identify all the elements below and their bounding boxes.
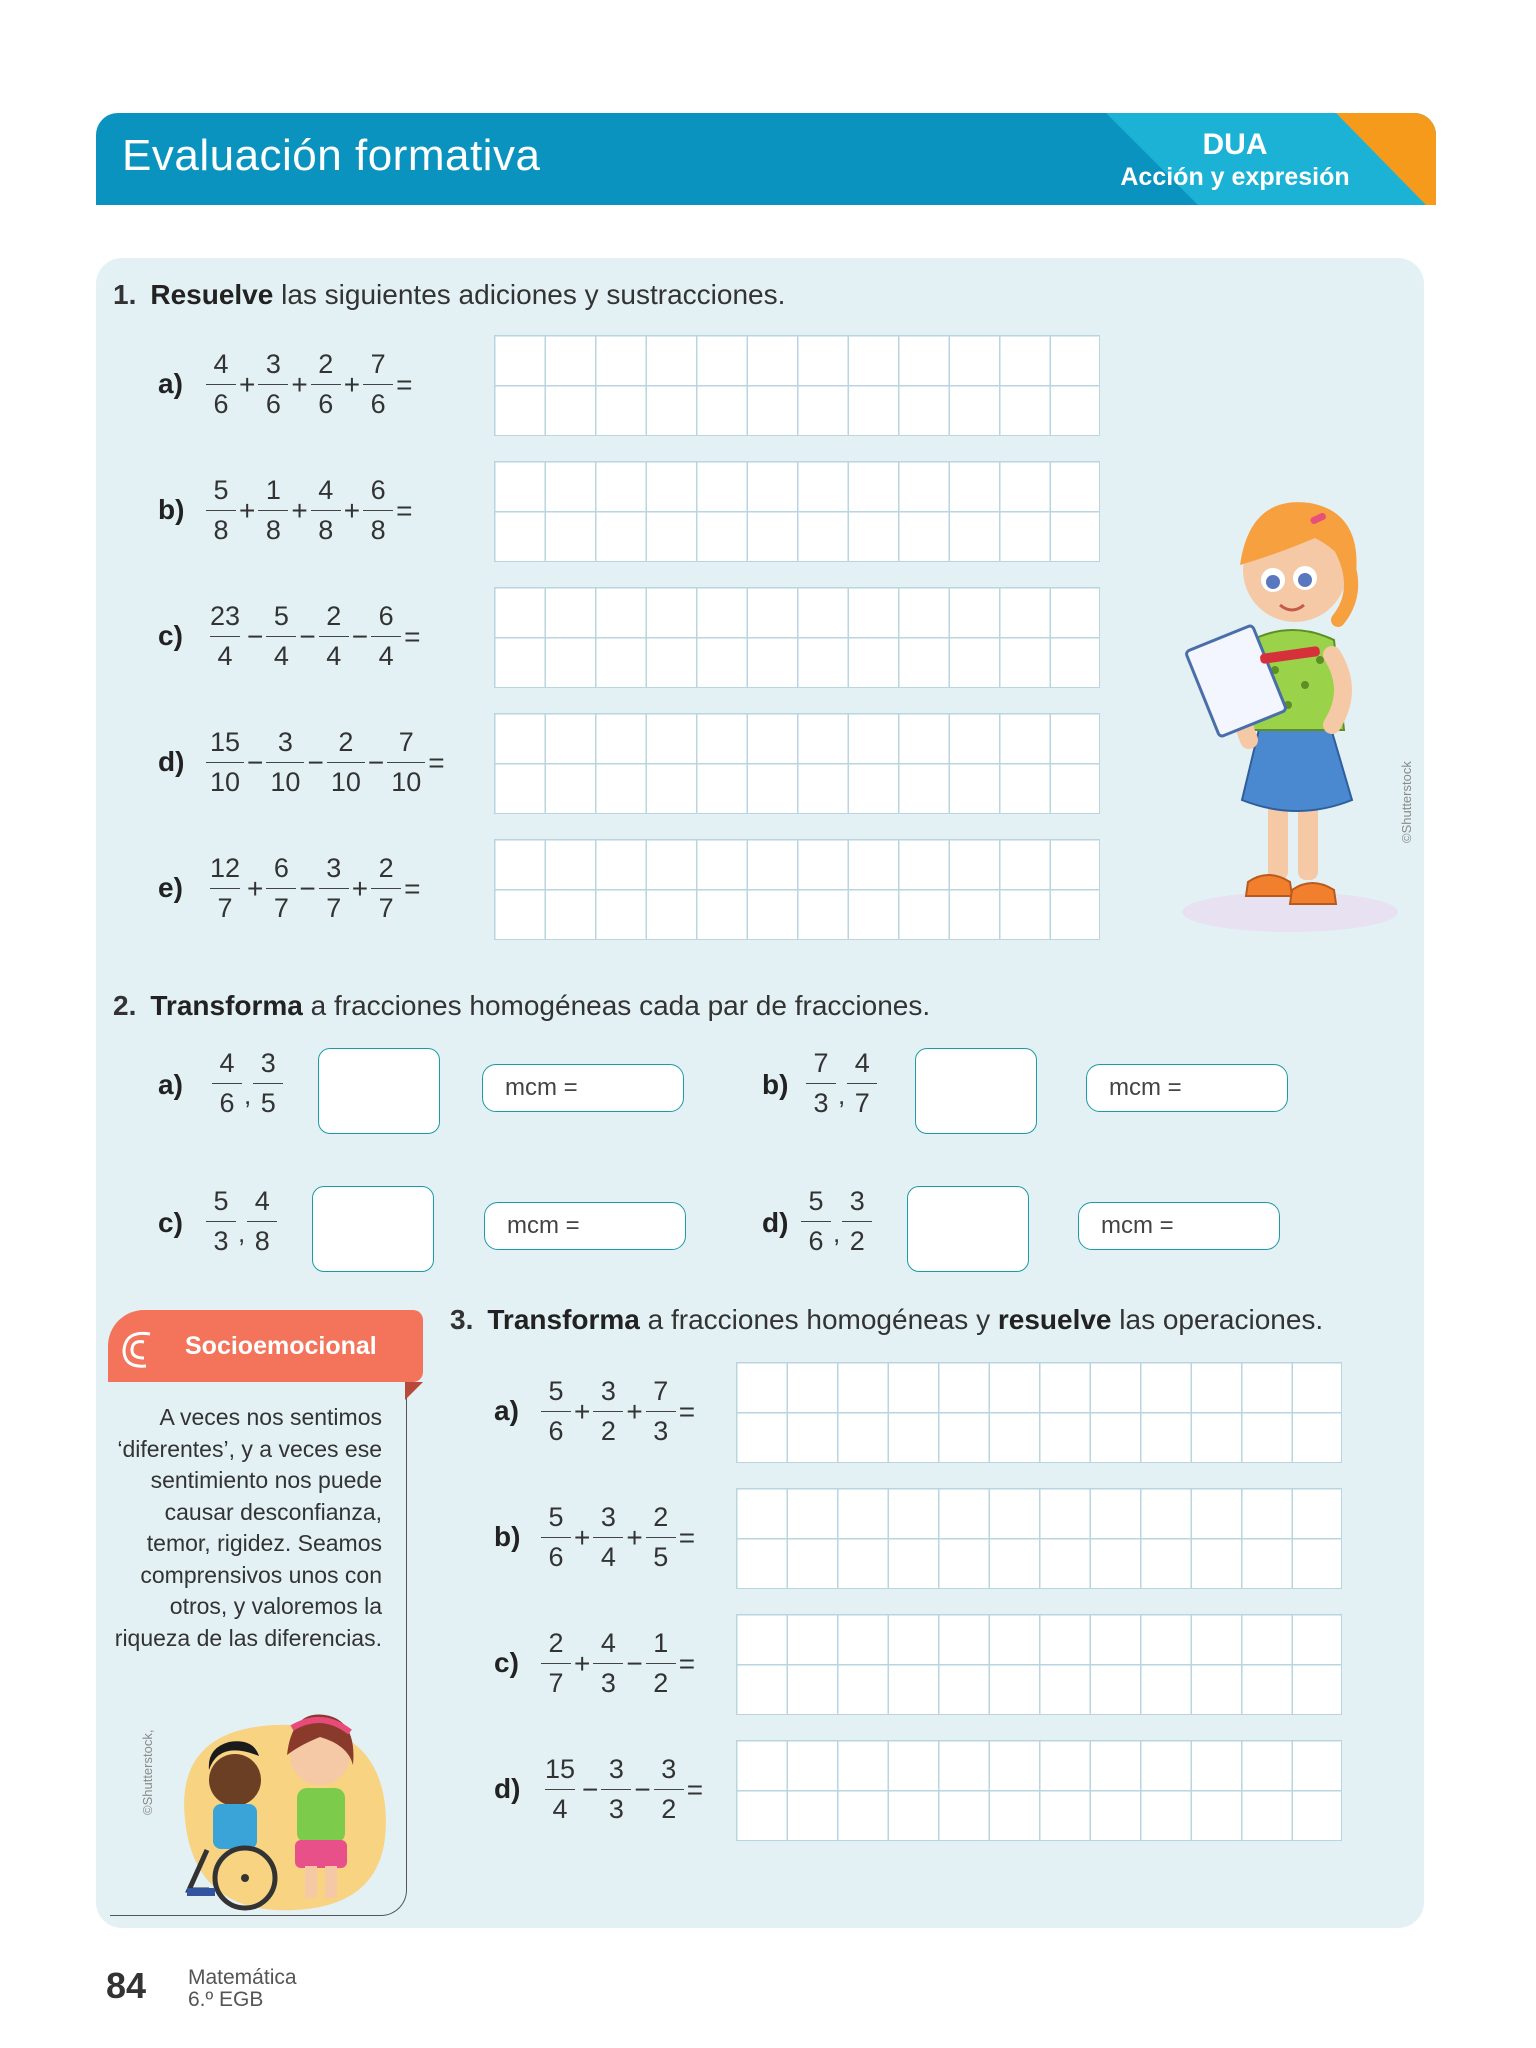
grade-name: 6.º EGB [188, 1988, 264, 2011]
mcm-field[interactable] [482, 1064, 684, 1112]
q1-item-label: d) [158, 746, 185, 777]
mcm-field[interactable] [1078, 1202, 1280, 1250]
fraction [541, 1378, 571, 1445]
answer-grid[interactable] [736, 1362, 1342, 1463]
operator: − [367, 746, 385, 778]
fraction [206, 1188, 236, 1255]
denominator: 7 [541, 1663, 571, 1697]
q2-bold: Transforma [150, 990, 303, 1021]
numerator: 7 [370, 349, 386, 379]
denominator: 6 [541, 1411, 571, 1445]
fraction [541, 1504, 571, 1571]
numerator: 2 [338, 727, 354, 757]
fraction [371, 603, 401, 670]
numerator: 4 [219, 1048, 235, 1078]
q2-pair [212, 1050, 283, 1117]
fraction [646, 1630, 676, 1697]
numerator: 2 [653, 1502, 669, 1532]
fraction [206, 729, 244, 796]
equals-sign: = [678, 1521, 696, 1553]
fraction [654, 1756, 684, 1823]
fraction [842, 1188, 872, 1255]
answer-box[interactable] [915, 1048, 1037, 1134]
denominator: 5 [646, 1537, 676, 1571]
mcm-label: mcm = [505, 1074, 578, 1101]
fraction [601, 1756, 631, 1823]
q3-item-label: a) [494, 1395, 519, 1426]
q3-bold-2: resuelve [997, 1304, 1112, 1335]
fraction [541, 1630, 571, 1697]
operator: + [239, 494, 256, 526]
answer-grid[interactable] [494, 587, 1100, 688]
denominator: 7 [371, 888, 401, 922]
fraction [387, 729, 425, 796]
denominator: 2 [593, 1411, 623, 1445]
denominator: 6 [258, 384, 288, 418]
fraction [593, 1630, 623, 1697]
page-title: Evaluación formativa [122, 131, 541, 180]
credit-left: ©Shutterstock, [140, 1729, 155, 1815]
answer-grid[interactable] [736, 1740, 1342, 1841]
operator: + [291, 368, 308, 400]
socio-label: Socioemocional [185, 1332, 377, 1360]
socio-swirl-icon [116, 1326, 160, 1370]
q3-bold-1: Transforma [487, 1304, 640, 1335]
fraction [371, 855, 401, 922]
fraction [311, 477, 341, 544]
comma: , [244, 1080, 252, 1110]
equals-sign: = [404, 872, 421, 904]
q1-text: las siguientes adiciones y sustracciones. [281, 279, 786, 310]
denominator: 8 [363, 510, 393, 544]
fraction [206, 603, 244, 670]
operator: + [291, 494, 308, 526]
operator: − [247, 620, 264, 652]
q1-bold: Resuelve [150, 279, 274, 310]
kids-illustration-icon [165, 1700, 400, 1915]
denominator: 3 [601, 1789, 631, 1823]
numerator: 5 [808, 1186, 824, 1216]
operator: − [247, 746, 264, 778]
denominator: 4 [545, 1789, 575, 1823]
denominator: 10 [266, 762, 304, 796]
numerator: 5 [548, 1502, 564, 1532]
fraction [212, 1050, 242, 1117]
denominator: 4 [319, 636, 349, 670]
fraction [327, 729, 365, 796]
q1-title [113, 279, 785, 311]
q2-item-label: b) [762, 1069, 789, 1100]
answer-box[interactable] [907, 1186, 1029, 1272]
q2-item-label: d) [762, 1207, 789, 1238]
numerator: 4 [600, 1628, 616, 1658]
numerator: 6 [273, 853, 289, 883]
fraction [266, 603, 296, 670]
q3-expression [541, 1756, 706, 1823]
equals-sign: = [396, 368, 413, 400]
fraction [646, 1378, 676, 1445]
denominator: 8 [311, 510, 341, 544]
q1-item-label: a) [158, 368, 183, 399]
denominator: 8 [206, 510, 236, 544]
denominator: 3 [806, 1083, 836, 1117]
fraction [266, 855, 296, 922]
denominator: 6 [212, 1083, 242, 1117]
mcm-field[interactable] [484, 1202, 686, 1250]
dua-badge-title: DUA [1202, 128, 1268, 161]
denominator: 2 [842, 1221, 872, 1255]
denominator: 4 [210, 636, 240, 670]
equals-sign: = [686, 1773, 704, 1805]
equals-sign: = [396, 494, 413, 526]
denominator: 10 [206, 762, 244, 796]
q2-title [113, 990, 930, 1022]
fraction [247, 1188, 277, 1255]
operator: + [574, 1395, 591, 1427]
numerator: 3 [326, 853, 342, 883]
q2-item-label: c) [158, 1207, 183, 1238]
numerator: 12 [210, 853, 241, 883]
fraction [363, 477, 393, 544]
fraction [593, 1504, 623, 1571]
q2-pair [206, 1188, 277, 1255]
denominator: 7 [210, 888, 240, 922]
numerator: 4 [854, 1048, 870, 1078]
denominator: 3 [593, 1663, 623, 1697]
q1-item-label: b) [158, 494, 185, 525]
comma: , [238, 1218, 246, 1248]
operator: + [247, 872, 264, 904]
numerator: 15 [210, 727, 241, 757]
q2-pair [806, 1050, 877, 1117]
q2-text: a fracciones homogéneas cada par de fracciones. [310, 990, 931, 1021]
numerator: 7 [398, 727, 414, 757]
mcm-field[interactable] [1086, 1064, 1288, 1112]
mcm-label: mcm = [1101, 1212, 1174, 1239]
q1-expression [206, 729, 448, 796]
numerator: 3 [600, 1376, 616, 1406]
q1-expression [206, 855, 423, 922]
operator: + [239, 368, 256, 400]
socio-text: A veces nos sentimos ‘diferentes’, y a veces ese sentimiento nos puede causar desconfianza, temor, rigidez. Seamos comprensivos unos con otros, y valoremos la riqueza de las diferencias. [114, 1404, 382, 1651]
operator: − [307, 746, 324, 778]
operator: − [351, 620, 369, 652]
denominator: 2 [654, 1789, 684, 1823]
q1-expression [206, 477, 415, 544]
operator: − [299, 620, 316, 652]
numerator: 1 [265, 475, 281, 505]
denominator: 4 [371, 636, 401, 670]
numerator: 3 [661, 1754, 677, 1784]
q2-number: 2. [113, 990, 137, 1021]
operator: + [626, 1521, 643, 1553]
numerator: 7 [653, 1376, 669, 1406]
answer-grid[interactable] [494, 713, 1100, 814]
q3-title [450, 1304, 1323, 1336]
equals-sign: = [428, 746, 445, 778]
fraction [258, 351, 288, 418]
dua-badge-subtitle: Acción y expresión [1120, 163, 1350, 191]
answer-grid[interactable] [736, 1614, 1342, 1715]
denominator: 2 [646, 1663, 676, 1697]
fraction [206, 477, 236, 544]
operator: + [343, 368, 361, 400]
fraction [253, 1050, 283, 1117]
numerator: 23 [210, 601, 241, 631]
denominator: 6 [311, 384, 341, 418]
numerator: 2 [318, 349, 334, 379]
q3-text-mid: a fracciones homogéneas y [647, 1304, 991, 1335]
q1-expression [206, 603, 423, 670]
numerator: 4 [254, 1186, 270, 1216]
fraction [319, 603, 349, 670]
operator: + [574, 1647, 591, 1679]
numerator: 3 [849, 1186, 865, 1216]
numerator: 2 [326, 601, 342, 631]
denominator: 4 [266, 636, 296, 670]
q3-item-label: d) [494, 1773, 521, 1804]
q3-text: las operaciones. [1119, 1304, 1324, 1335]
operator: − [634, 1773, 651, 1805]
comma: , [833, 1218, 841, 1248]
numerator: 3 [600, 1502, 616, 1532]
operator: + [626, 1395, 643, 1427]
fraction [847, 1050, 877, 1117]
denominator: 6 [801, 1221, 831, 1255]
fraction [311, 351, 341, 418]
numerator: 7 [813, 1048, 829, 1078]
mcm-label: mcm = [1109, 1074, 1182, 1101]
denominator: 8 [247, 1221, 277, 1255]
operator: − [626, 1647, 643, 1679]
denominator: 7 [266, 888, 296, 922]
fraction [593, 1378, 623, 1445]
operator: + [351, 872, 369, 904]
numerator: 15 [545, 1754, 576, 1784]
denominator: 7 [319, 888, 349, 922]
fraction [206, 351, 236, 418]
numerator: 2 [548, 1628, 564, 1658]
operator: + [574, 1521, 591, 1553]
answer-grid[interactable] [494, 461, 1100, 562]
mcm-label: mcm = [507, 1212, 580, 1239]
equals-sign: = [678, 1647, 696, 1679]
numerator: 3 [277, 727, 293, 757]
operator: + [343, 494, 361, 526]
q2-pair [801, 1188, 872, 1255]
subject-name: Matemática [188, 1966, 297, 1989]
numerator: 5 [548, 1376, 564, 1406]
denominator: 3 [206, 1221, 236, 1255]
q3-expression [541, 1378, 698, 1445]
numerator: 1 [653, 1628, 669, 1658]
numerator: 6 [370, 475, 386, 505]
fraction [258, 477, 288, 544]
q2-item-label: a) [158, 1069, 183, 1100]
q3-expression [541, 1504, 698, 1571]
q3-number: 3. [450, 1304, 474, 1335]
q1-item-label: c) [158, 620, 183, 651]
answer-grid[interactable] [736, 1488, 1342, 1589]
girl-illustration-icon [1170, 470, 1410, 940]
socio-tab-fold [405, 1382, 423, 1400]
answer-box[interactable] [312, 1186, 434, 1272]
fraction [319, 855, 349, 922]
denominator: 3 [646, 1411, 676, 1445]
numerator: 5 [273, 601, 289, 631]
comma: , [838, 1080, 846, 1110]
numerator: 3 [265, 349, 281, 379]
numerator: 6 [378, 601, 394, 631]
numerator: 2 [378, 853, 394, 883]
fraction [266, 729, 304, 796]
denominator: 4 [593, 1537, 623, 1571]
credit-right: ©Shutterstock [1399, 761, 1414, 843]
equals-sign: = [404, 620, 421, 652]
numerator: 5 [213, 475, 229, 505]
numerator: 5 [213, 1186, 229, 1216]
denominator: 6 [541, 1537, 571, 1571]
numerator: 3 [608, 1754, 624, 1784]
numerator: 4 [213, 349, 229, 379]
denominator: 6 [363, 384, 393, 418]
q1-number: 1. [113, 279, 137, 310]
fraction [806, 1050, 836, 1117]
equals-sign: = [678, 1395, 696, 1427]
answer-grid[interactable] [494, 335, 1100, 436]
answer-grid[interactable] [494, 839, 1100, 940]
q3-item-label: b) [494, 1521, 521, 1552]
page-number: 84 [106, 1965, 147, 2006]
denominator: 10 [327, 762, 365, 796]
operator: − [582, 1773, 599, 1805]
operator: − [299, 872, 316, 904]
q3-item-label: c) [494, 1647, 519, 1678]
denominator: 7 [847, 1083, 877, 1117]
numerator: 4 [318, 475, 334, 505]
denominator: 5 [253, 1083, 283, 1117]
fraction [646, 1504, 676, 1571]
footer-subject [188, 1967, 297, 2011]
denominator: 6 [206, 384, 236, 418]
q3-expression [541, 1630, 698, 1697]
q1-item-label: e) [158, 872, 183, 903]
denominator: 8 [258, 510, 288, 544]
fraction [206, 855, 244, 922]
numerator: 3 [260, 1048, 276, 1078]
fraction [541, 1756, 579, 1823]
denominator: 10 [387, 762, 425, 796]
fraction [363, 351, 393, 418]
q1-expression [206, 351, 415, 418]
fraction [801, 1188, 831, 1255]
answer-box[interactable] [318, 1048, 440, 1134]
